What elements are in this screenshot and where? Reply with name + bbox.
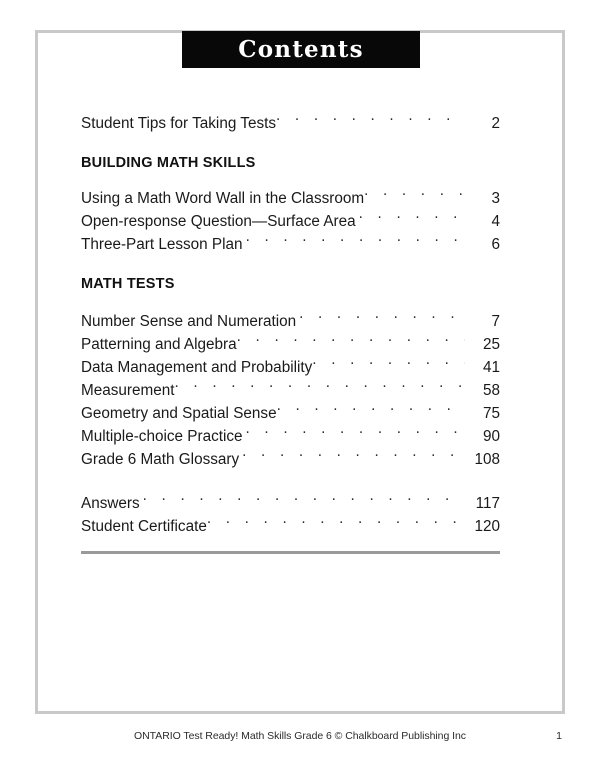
toc-leader: [207, 515, 465, 531]
page-title: Contents: [238, 36, 364, 63]
toc-entry-page: 75: [482, 405, 500, 422]
table-of-contents: [81, 112, 500, 554]
toc-entry-label: Geometry and Spatial Sense: [81, 405, 277, 422]
toc-entry-label: Measurement: [81, 382, 175, 399]
toc-entry-label: Multiple-choice Practice: [81, 428, 243, 445]
toc-entry[interactable]: [81, 515, 500, 538]
toc-leader: [246, 425, 465, 441]
toc-entry-page: 58: [482, 382, 500, 399]
toc-leader: [242, 448, 465, 464]
toc-entry[interactable]: [81, 112, 500, 135]
toc-entry-page: 120: [474, 518, 500, 535]
toc-entry-label: Three-Part Lesson Plan: [81, 235, 243, 253]
toc-entry[interactable]: [81, 448, 500, 471]
toc-entry-label: Using a Math Word Wall in the Classroom: [81, 189, 365, 207]
footer-page-number: 1: [556, 730, 562, 742]
toc-entry-page: 25: [482, 336, 500, 353]
footer-attribution: ONTARIO Test Ready! Math Skills Grade 6 © Chalkboard Publishing Inc: [134, 730, 466, 742]
toc-entry-page: 108: [474, 451, 500, 468]
toc-entry-page: 7: [491, 313, 500, 330]
toc-leader: [276, 112, 465, 128]
toc-entry-label: Grade 6 Math Glossary: [81, 451, 240, 468]
toc-entry[interactable]: [81, 233, 500, 256]
toc-bottom-divider: [81, 551, 500, 554]
toc-entry-label: Answers: [81, 495, 140, 512]
toc-leader: [246, 233, 465, 249]
toc-entry-page: 4: [491, 212, 500, 230]
toc-entry[interactable]: [81, 379, 500, 402]
toc-leader: [364, 187, 465, 203]
toc-entry-label: Patterning and Algebra: [81, 336, 237, 353]
spacer: [81, 256, 500, 277]
spacer: [81, 291, 500, 310]
toc-entry[interactable]: [81, 492, 500, 515]
toc-leader: [299, 310, 465, 326]
toc-entry-label: Number Sense and Numeration: [81, 313, 297, 330]
toc-leader: [237, 333, 465, 349]
toc-entry[interactable]: [81, 310, 500, 333]
toc-entry-label: Student Tips for Taking Tests: [81, 115, 277, 132]
toc-leader: [359, 210, 465, 226]
toc-leader: [143, 492, 465, 508]
page-footer: [0, 730, 600, 748]
toc-entry-label: Open-response Question—Surface Area: [81, 212, 356, 230]
toc-entry[interactable]: [81, 356, 500, 379]
toc-entry[interactable]: [81, 425, 500, 448]
toc-entry[interactable]: [81, 402, 500, 425]
spacer: [81, 171, 500, 187]
toc-entry-page: 41: [482, 359, 500, 376]
toc-leader: [312, 356, 465, 372]
toc-leader: [277, 402, 465, 418]
toc-entry-page: 6: [491, 235, 500, 253]
spacer: [81, 471, 500, 492]
toc-entry[interactable]: [81, 187, 500, 210]
page-title-banner: [182, 31, 420, 68]
toc-entry-page: 2: [491, 115, 500, 132]
toc-leader: [175, 379, 465, 395]
toc-entry-page: 90: [482, 428, 500, 445]
toc-entry[interactable]: [81, 210, 500, 233]
toc-entry-label: Data Management and Probability: [81, 359, 313, 376]
toc-section-heading-math-tests: MATH TESTS: [81, 275, 175, 292]
toc-section-heading-building-math-skills: BUILDING MATH SKILLS: [81, 155, 256, 171]
toc-entry-page: 3: [491, 189, 500, 207]
toc-entry-label: Student Certificate: [81, 518, 207, 535]
toc-entry[interactable]: [81, 333, 500, 356]
spacer: [81, 135, 500, 156]
toc-entry-page: 117: [475, 495, 500, 512]
